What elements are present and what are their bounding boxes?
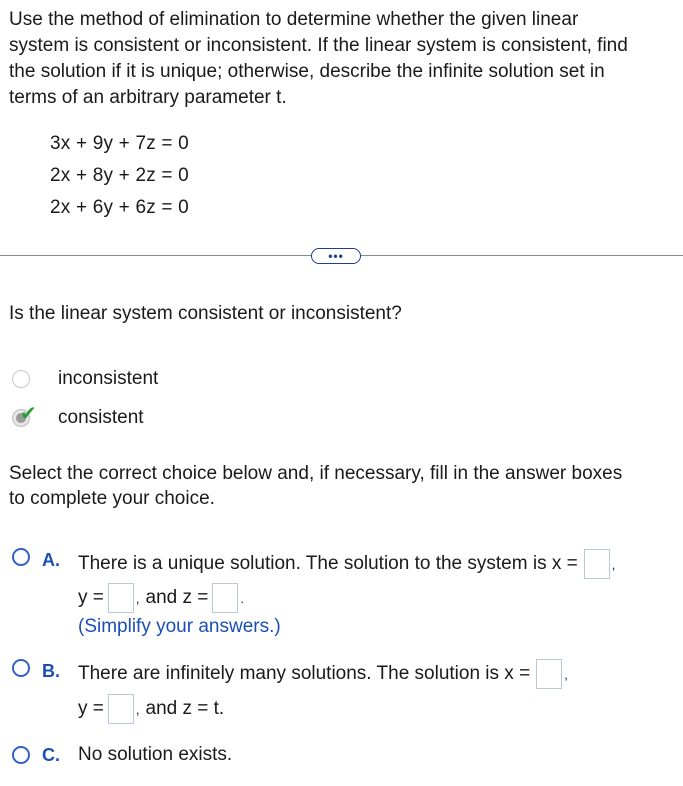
choice-a-y-input[interactable] <box>108 583 134 613</box>
equation-3: 2x + 6y + 6z = 0 <box>50 197 189 218</box>
choice-a-line-2 <box>78 583 244 613</box>
choice-b-radio[interactable] <box>12 659 30 677</box>
choice-b-x-input[interactable] <box>536 659 562 689</box>
choice-b-line-2 <box>78 694 224 724</box>
instruction-line-2: to complete your choice. <box>9 488 215 509</box>
choice-c-text: No solution exists. <box>78 744 233 765</box>
choice-b-and-z-label: and z = t. <box>145 698 225 719</box>
question-text: Is the linear system consistent or inconsistent? <box>9 303 402 324</box>
equation-2: 2x + 8y + 2z = 0 <box>50 165 189 186</box>
choice-b-y-label: y = <box>78 698 104 719</box>
choice-a-y-label: y = <box>78 587 104 608</box>
radio-inconsistent[interactable] <box>12 370 30 388</box>
choice-b-comma-1: , <box>564 666 568 682</box>
prompt-line-4: terms of an arbitrary parameter t. <box>9 87 287 108</box>
equation-1: 3x + 9y + 7z = 0 <box>50 133 189 154</box>
choice-a-letter: A. <box>42 550 60 570</box>
choice-b-y-input[interactable] <box>108 694 134 724</box>
expand-button[interactable]: ••• <box>311 248 361 264</box>
choice-b-comma-2: , <box>135 701 140 717</box>
problem-prompt <box>9 7 679 111</box>
choice-c-radio[interactable] <box>12 746 30 764</box>
option-inconsistent-label: inconsistent <box>58 368 159 389</box>
choice-a-line-1 <box>78 549 615 579</box>
choice-a-x-input[interactable] <box>584 549 610 579</box>
checkmark-icon: ✔ <box>20 403 37 425</box>
choice-a-z-input[interactable] <box>212 583 238 613</box>
choice-b-line-1 <box>78 659 568 689</box>
choice-a-radio[interactable] <box>12 548 30 566</box>
option-consistent-label: consistent <box>58 407 144 428</box>
option-consistent[interactable] <box>12 403 144 429</box>
prompt-line-2: system is consistent or inconsistent. If the linear system is consistent, find <box>9 35 628 56</box>
prompt-line-1: Use the method of elimination to determine whether the given linear <box>9 9 579 30</box>
choice-b-letter: B. <box>42 661 60 681</box>
choice-a-text: There is a unique solution. The solution to the system is x = <box>78 553 578 574</box>
choice-c-letter: C. <box>42 745 60 765</box>
option-inconsistent[interactable] <box>12 368 158 390</box>
prompt-line-3: the solution if it is unique; otherwise, describe the infinite solution set in <box>9 61 605 82</box>
instruction-line-1: Select the correct choice below and, if necessary, fill in the answer boxes <box>9 463 623 484</box>
choice-a-period: . <box>240 590 244 606</box>
choice-a-hint: (Simplify your answers.) <box>78 616 281 637</box>
choice-a-comma-2: , <box>135 590 140 606</box>
choice-a-and-z-label: and z = <box>145 587 209 608</box>
choice-a-comma-1: , <box>611 556 616 572</box>
instruction-text <box>9 461 679 511</box>
choice-b-text: There are infinitely many solutions. The solution is x = <box>78 663 531 684</box>
